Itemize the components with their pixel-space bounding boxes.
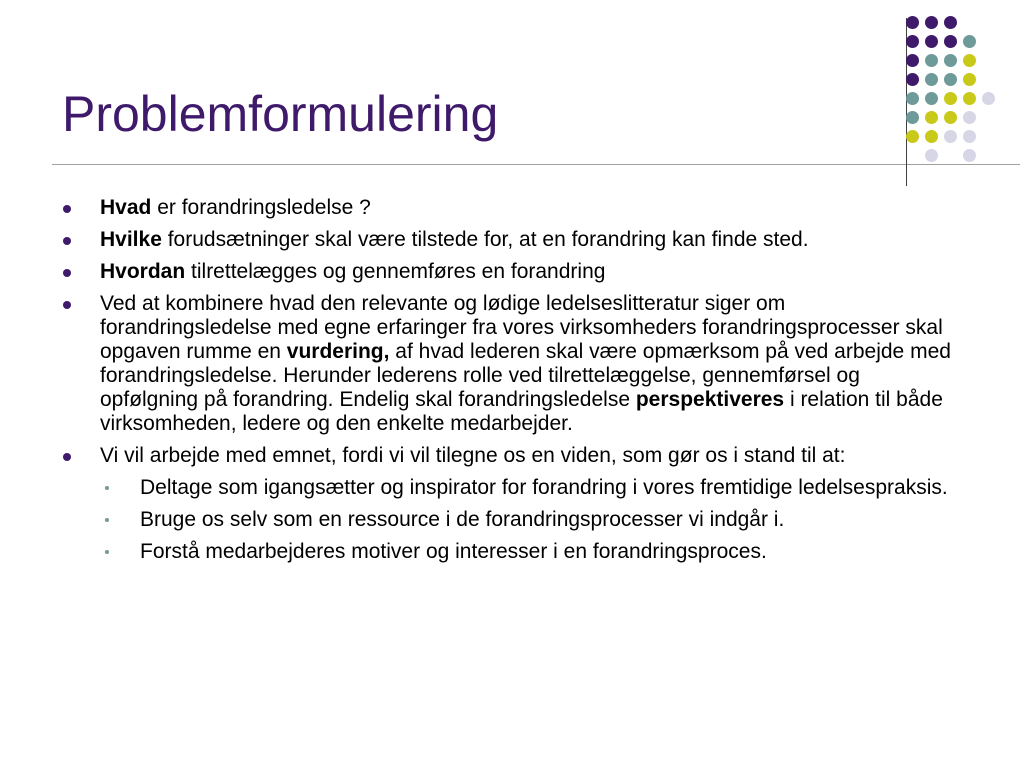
bullet-bold-text: Hvilke: [100, 228, 162, 251]
decorative-dot: [906, 130, 919, 143]
title-divider: [52, 164, 1020, 165]
slide-body: [62, 196, 962, 572]
slide-title: Problemformulering: [62, 86, 499, 142]
decorative-dot: [963, 111, 976, 124]
decorative-dot: [944, 16, 957, 29]
sub-bullet-marker: [105, 518, 109, 522]
decorative-dot-grid: [900, 10, 1020, 170]
decorative-dot: [906, 35, 919, 48]
decorative-dot: [963, 130, 976, 143]
decorative-dot: [963, 92, 976, 105]
sub-bullet-text: Forstå medarbejderes motiver og interesser i en forandringsproces.: [140, 540, 767, 563]
bullet-bold-text: vurdering,: [286, 340, 390, 363]
bullet-marker: [63, 237, 71, 245]
bullet-text: forudsætninger skal være tilstede for, at en forandring kan finde sted.: [161, 228, 809, 251]
bullet-text: i relation til både virksomheden, ledere og den enkelte medarbejder.: [100, 388, 943, 435]
bullet-bold-text: Hvad: [100, 196, 152, 219]
decorative-dot: [944, 111, 957, 124]
sub-bullet-item: [62, 540, 962, 564]
decorative-dot: [906, 92, 919, 105]
bullet-text: Vi vil arbejde med emnet, fordi vi vil tilegne os en viden, som gør os i stand til at:: [100, 444, 846, 467]
decorative-dot: [906, 54, 919, 67]
sub-bullet-marker: [105, 486, 109, 490]
decorative-dot: [925, 16, 938, 29]
sub-bullet-item: [62, 508, 962, 532]
sub-bullet-text: Bruge os selv som en ressource i de forandringsprocesser vi indgår i.: [140, 508, 785, 531]
decorative-dot: [925, 73, 938, 86]
decorative-dot: [944, 73, 957, 86]
bullet-item: [62, 292, 962, 436]
bullet-marker: [63, 301, 71, 309]
decorative-dot: [925, 111, 938, 124]
bullet-item: [62, 444, 962, 468]
bullet-bold-text: Hvordan: [100, 260, 186, 283]
decorative-dot: [925, 35, 938, 48]
bullet-item: [62, 228, 962, 252]
sub-bullet-text: Deltage som igangsætter og inspirator for forandring i vores fremtidige ledelsespraksis.: [140, 476, 948, 499]
decorative-dot: [982, 92, 995, 105]
decorative-dot: [944, 35, 957, 48]
decorative-dot: [925, 54, 938, 67]
bullet-marker: [63, 269, 71, 277]
bullet-marker: [63, 205, 71, 213]
bullet-marker: [63, 453, 71, 461]
decorative-dot: [944, 130, 957, 143]
decorative-dot: [906, 16, 919, 29]
bullet-text: Ved at kombinere hvad den relevante og lødige ledelseslitteratur siger om forandringsledelse med egne erfaringer fra vores virksomheders forandringsprocesser skal opgaven rumme en: [100, 292, 943, 363]
decorative-dot: [963, 149, 976, 162]
bullet-text: er forandringsledelse ?: [151, 196, 371, 219]
decorative-dot: [925, 149, 938, 162]
decorative-dot: [925, 130, 938, 143]
decorative-dot: [906, 111, 919, 124]
bullet-text: af hvad lederen skal være opmærksom på ved arbejde med forandringsledelse. Herunder lederens rolle ved tilrettelæggelse, gennemførsel og opfølgning på forandring. Endelig skal forandringsledelse: [100, 340, 951, 411]
decorative-dot: [963, 35, 976, 48]
bullet-text: tilrettelægges og gennemføres en forandring: [185, 260, 606, 283]
decorative-dot: [906, 73, 919, 86]
bullet-bold-text: perspektiveres: [635, 388, 785, 411]
decorative-dot: [963, 73, 976, 86]
decorative-dot: [963, 54, 976, 67]
decorative-dot: [944, 54, 957, 67]
bullet-item: [62, 196, 962, 220]
decorative-dot: [925, 92, 938, 105]
sub-bullet-item: [62, 476, 962, 500]
bullet-item: [62, 260, 962, 284]
decorative-dot: [944, 92, 957, 105]
sub-bullet-marker: [105, 550, 109, 554]
